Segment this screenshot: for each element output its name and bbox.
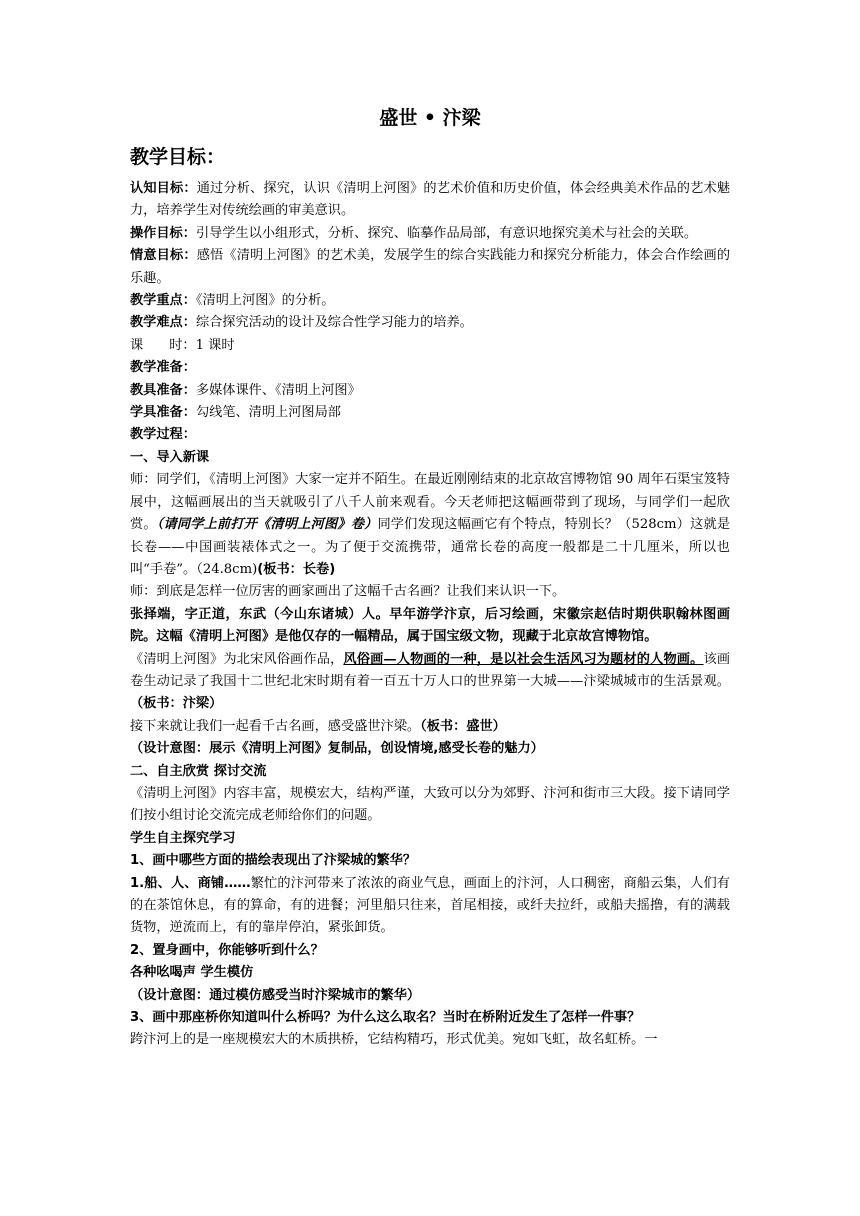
section2-design-intent: （设计意图：通过模仿感受当时汴梁城市的繁华） <box>130 987 421 1003</box>
section1-heading: 一、导入新课 <box>130 449 210 465</box>
section1-paragraph-1 <box>130 469 730 581</box>
section1-paragraph-2: 师：到底是怎样一位厉害的画家画出了这幅千古名画？让我们来认识一下。 <box>130 584 566 600</box>
section2-heading: 二、自主欣赏 探讨交流 <box>130 763 267 779</box>
answer-1-lead: 1.船、人、商铺…… <box>130 875 251 891</box>
section1-p1-text: 师：同学们，《清明上河图》大家一定并不陌生。在最近刚刚结束的北京故宫博物馆 90 周年石渠宝笈特展中，这幅画展出的当天就吸引了八千人前来观看。今天老师把这幅画带到了现场，与同学们一起欣赏。 <box>130 472 730 533</box>
section1-p4-definition: 风俗画—人物画的一种，是以社会生活风习为题材的人物画。 <box>343 651 704 667</box>
difficulty-label: 教学难点： <box>130 315 196 331</box>
section1-paragraph-4 <box>130 649 730 716</box>
question-3: 3、画中那座桥你知道叫什么桥吗？为什么这么取名？当时在桥附近发生了怎样一件事？ <box>130 1010 641 1026</box>
answer-1-text: 繁忙的汴河带来了浓浓的商业气息，画面上的汴河，人口稠密，商船云集，人们有的在茶馆休息，有的算命，有的进餐；河里船只往来，首尾相接，或纤夫拉纤，或船夫摇撸，有的满载货物，逆流而上，有的靠岸停泊，紧张卸货。 <box>130 875 730 936</box>
key-point-label: 教学重点： <box>130 293 196 309</box>
period-text: 1 课时 <box>195 337 235 353</box>
question-1: 1、画中哪些方面的描绘表现出了汴梁城的繁华？ <box>130 853 417 869</box>
operation-text: 引导学生以小组形式，分析、探究、临摹作品局部，有意识地探究美术与社会的关联。 <box>195 225 698 241</box>
objectives-heading: 教学目标： <box>130 146 226 168</box>
section1-design-intent: （设计意图：展示《清明上河图》复制品，创设情境,感受长卷的魅力） <box>130 741 544 757</box>
cognitive-objective <box>130 178 730 223</box>
class-period <box>130 335 730 357</box>
emotion-objective <box>130 245 730 290</box>
student-tools <box>130 402 730 424</box>
student-tools-label: 学具准备： <box>130 405 196 421</box>
answer-3: 跨汴河上的是一座规模宏大的木质拱桥，它结构精巧，形式优美。宛如飞虹，故名虹桥。一 <box>130 1032 658 1048</box>
student-tools-text: 勾线笔、清明上河图局部 <box>195 405 341 421</box>
question-2: 2、置身画中，你能够听到什么？ <box>130 942 324 958</box>
section1-p4-text-2: 该画卷生动记录了我国十二世纪北宋时期有着一百五十万人口的世界第一大城——汴梁城城市的生活景观。 <box>130 651 731 689</box>
section1-p5-board-note: （板书：盛世） <box>420 718 506 734</box>
process-heading: 教学过程： <box>130 427 196 443</box>
answer-1 <box>130 873 730 940</box>
operation-label: 操作目标： <box>130 225 196 241</box>
section2-paragraph-1: 《清明上河图》内容丰富，规模宏大，结构严谨，大致可以分为郊野、汴河和街市三大段。接下请同学们按小组讨论交流完成老师给你们的问题。 <box>130 785 730 824</box>
section1-p1-board-note: (板书：长卷) <box>257 561 336 577</box>
operation-objective <box>130 223 730 245</box>
section1-p4-board-note: （板书：汴梁） <box>130 696 223 712</box>
emotion-label: 情意目标： <box>130 248 197 264</box>
document-body <box>130 104 730 1052</box>
teacher-tools-label: 教具准备： <box>130 382 196 398</box>
period-label-a: 课 <box>130 337 144 353</box>
key-point-text: 《清明上河图》的分析。 <box>195 293 335 309</box>
section1-p1-instruction: （请同学上前打开《清明上河图》卷） <box>156 517 378 533</box>
cognitive-text: 通过分析、探究，认识《清明上河图》的艺术价值和历史价值，体会经典美术作品的艺术魅力，培养学生对传统绘画的审美意识。 <box>130 181 731 219</box>
answer-2: 各种吆喝声 学生模仿 <box>130 965 254 981</box>
period-label-b: 时： <box>169 337 196 353</box>
key-point <box>130 290 730 312</box>
section1-paragraph-5 <box>130 716 730 738</box>
section1-p4-text: 《清明上河图》为北宋风俗画作品， <box>130 651 344 667</box>
emotion-text: 感悟《清明上河图》的艺术美，发展学生的综合实践能力和探究分析能力，体会合作绘画的乐趣。 <box>130 248 731 286</box>
teacher-tools <box>130 380 730 402</box>
page-title: 盛世 • 汴梁 <box>379 107 481 129</box>
cognitive-label: 认知目标： <box>130 181 197 196</box>
section1-artist-bio: 张择端，字正道，东武（今山东诸城）人。早年游学汴京，后习绘画，宋徽宗赵佶时期供职翰林图画院。这幅《清明上河图》是他仅存的一幅精品，属于国宝级文物，现藏于北京故宫博物馆。 <box>130 606 730 645</box>
prep-heading: 教学准备： <box>130 360 196 376</box>
difficulty-text: 综合探究活动的设计及综合性学习能力的培养。 <box>195 315 473 331</box>
section1-p1-text-2: 同学们发现这幅画它有个特点，特别长？（528cm）这就是长卷——中国画装裱体式之一。为了便于交流携带，通常长卷的高度一般都是二十几厘米，所以也叫“手卷”。（24.8cm) <box>130 517 731 577</box>
section1-p5-text: 接下来就让我们一起看千古名画，感受盛世汴梁。 <box>130 718 421 734</box>
teacher-tools-text: 多媒体课件、《清明上河图》 <box>195 382 361 398</box>
difficulty <box>130 312 730 334</box>
section2-subheading: 学生自主探究学习 <box>130 830 236 846</box>
